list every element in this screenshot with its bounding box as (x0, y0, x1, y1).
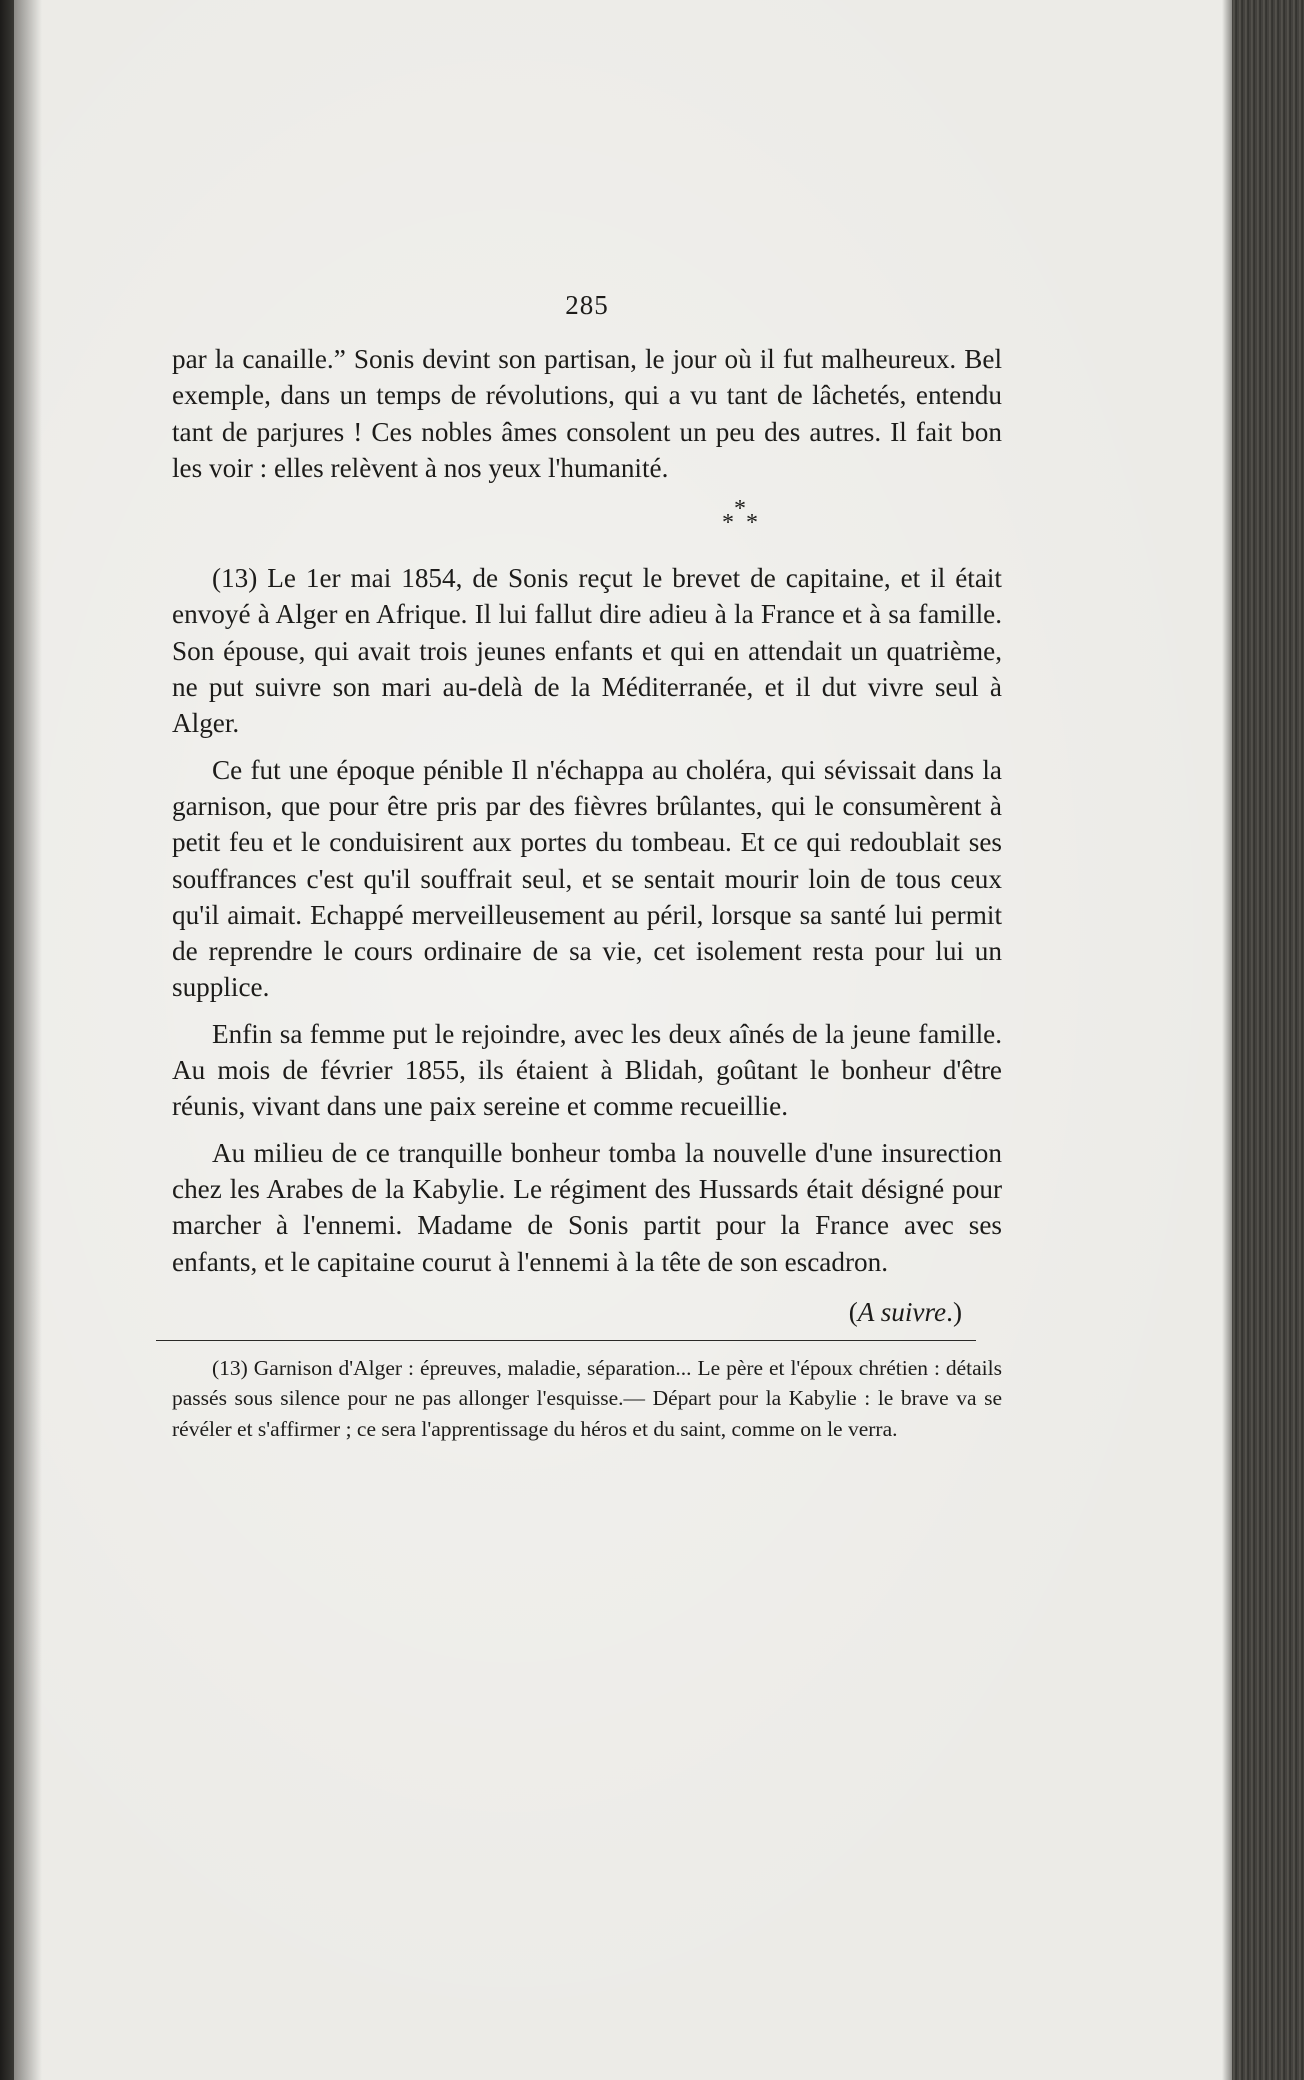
paragraph-5: Au milieu de ce tranquille bonheur tomba la nouvelle d'une insurection chez les Arabes de la Kabylie. Le régiment des Hussards était désigné pour marcher à l'ennemi. Madame de Sonis partit pour la France avec ses enfants, et le capitaine courut à l'ennemi à la tête de son escadron. (172, 1137, 1002, 1277)
paragraph-1: par la canaille.” Sonis devint son partisan, le jour où il fut malheureux. Bel exemple, dans un temps de révolutions, qui a vu tant de lâchetés, entendu tant de parjures ! Ces nobles âmes consolent un peu des autres. Il fait bon les voir : elles relèvent à nos yeux l'humanité. (172, 344, 1002, 483)
paragraph-3: Ce fut une époque pénible Il n'échappa au choléra, qui sévissait dans la garnison, que pour être pris par des fièvres brûlantes, qui le consumèrent à petit feu et le conduisirent aux portes du tombeau. Et ce qui redoublait ses souffrances c'est qu'il souffrait seul, et se sentait mourir loin de tous ceux qu'il aimait. Echappé merveilleusement au péril, lorsque sa santé lui permit de reprendre le cours ordinaire de sa vie, cet isolement resta pour lui un supplice. (172, 754, 1002, 1003)
text-block (172, 290, 1002, 1444)
asterism-separator (302, 496, 1002, 537)
paragraph-4: Enfin sa femme put le rejoindre, avec les deux aînés de la jeune famille. Au mois de février 1855, ils étaient à Blidah, goûtant le bonheur d'être réunis, vivant dans une paix sereine et comme recueillie. (172, 1018, 1002, 1122)
asterism-star-left: * (722, 510, 734, 537)
to-be-continued (172, 1294, 962, 1330)
paragraph-2: (13) Le 1er mai 1854, de Sonis reçut le brevet de capitaine, et il était envoyé à Alger en Afrique. Il lui fallut dire adieu à la France et à sa famille. Son épouse, qui avait trois jeunes enfants et qui en attendait un quatrième, ne put suivre son mari au-delà de la Méditerranée, et il dut vivre seul à Alger. (172, 563, 1002, 739)
to-be-continued-text: A suivre (857, 1296, 947, 1327)
book-page-edges (1232, 0, 1304, 2080)
asterism-star-right: * (746, 510, 758, 537)
footnote-rule (156, 1340, 976, 1341)
to-be-continued-open: ( (848, 1296, 858, 1327)
gutter-shadow (14, 0, 42, 2080)
scan-background-left (0, 0, 14, 2080)
to-be-continued-close: .) (946, 1296, 962, 1327)
asterism-star-top: * (734, 496, 746, 523)
footnote: (13) Garnison d'Alger : épreuves, maladie, séparation... Le père et l'époux chrétien : détails passés sous silence pour ne pas allonger l'esquisse.— Départ pour la Kabylie : le brave va se révéler et s'affirmer ; ce sera l'apprentissage du héros et du saint, comme on le verra. (172, 1355, 1002, 1441)
page-number: 285 (565, 290, 609, 320)
